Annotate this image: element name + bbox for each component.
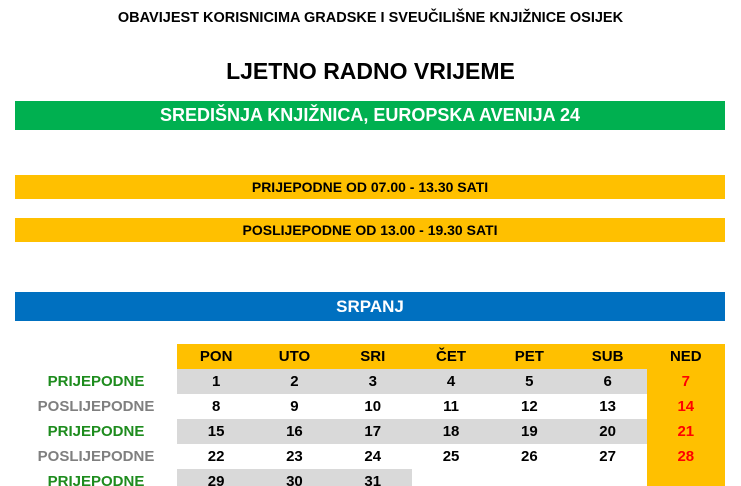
date-cell: 25 xyxy=(412,444,490,469)
header-spacer xyxy=(15,344,177,369)
page-title: LJETNO RADNO VRIJEME xyxy=(226,58,515,84)
notice-heading: OBAVIJEST KORISNICIMA GRADSKE I SVEUČILIŠNE KNJIŽNICE OSIJEK xyxy=(117,10,624,26)
date-cell: 18 xyxy=(412,419,490,444)
week-shift-label: PRIJEPODNE xyxy=(47,423,145,440)
day-header-sat: SUB xyxy=(568,344,646,369)
date-cell: 3 xyxy=(334,369,412,394)
date-cell: 10 xyxy=(334,394,412,419)
day-header-mon: PON xyxy=(177,344,255,369)
empty-date-cell xyxy=(412,469,490,486)
sunday-date-cell: 28 xyxy=(647,444,725,469)
week-shift-label: PRIJEPODNE xyxy=(47,373,145,390)
date-cell: 5 xyxy=(490,369,568,394)
date-cell: 8 xyxy=(177,394,255,419)
day-header-fri: PET xyxy=(490,344,568,369)
week-shift-label: POSLIJEPODNE xyxy=(37,398,155,415)
date-cell: 29 xyxy=(177,469,255,486)
date-cell: 24 xyxy=(334,444,412,469)
week-row-1 xyxy=(15,369,725,394)
calendar-header-row xyxy=(15,344,725,369)
sunday-empty-cell xyxy=(647,469,725,486)
date-cell: 9 xyxy=(255,394,333,419)
day-header-sun: NED xyxy=(647,344,725,369)
day-header-tue: UTO xyxy=(255,344,333,369)
date-cell: 26 xyxy=(490,444,568,469)
location-banner: SREDIŠNJA KNJIŽNICA, EUROPSKA AVENIJA 24 xyxy=(15,101,725,130)
date-cell: 1 xyxy=(177,369,255,394)
week-row-4 xyxy=(15,444,725,469)
date-cell: 27 xyxy=(568,444,646,469)
week-shift-label: POSLIJEPODNE xyxy=(37,448,155,465)
date-cell: 16 xyxy=(255,419,333,444)
date-cell: 11 xyxy=(412,394,490,419)
date-cell: 31 xyxy=(334,469,412,486)
afternoon-shift-banner: POSLIJEPODNE OD 13.00 - 19.30 SATI xyxy=(15,218,725,242)
week-shift-label: PRIJEPODNE xyxy=(47,473,145,486)
date-cell: 12 xyxy=(490,394,568,419)
sunday-date-cell: 14 xyxy=(647,394,725,419)
day-header-thu: ČET xyxy=(412,344,490,369)
date-cell: 19 xyxy=(490,419,568,444)
week-row-2 xyxy=(15,394,725,419)
date-cell: 20 xyxy=(568,419,646,444)
date-cell: 4 xyxy=(412,369,490,394)
date-cell: 13 xyxy=(568,394,646,419)
date-cell: 17 xyxy=(334,419,412,444)
date-cell: 22 xyxy=(177,444,255,469)
week-row-5 xyxy=(15,469,725,486)
sunday-date-cell: 7 xyxy=(647,369,725,394)
date-cell: 2 xyxy=(255,369,333,394)
day-header-wed: SRI xyxy=(334,344,412,369)
date-cell: 23 xyxy=(255,444,333,469)
empty-date-cell xyxy=(568,469,646,486)
morning-shift-banner: PRIJEPODNE OD 07.00 - 13.30 SATI xyxy=(15,175,725,199)
sunday-date-cell: 21 xyxy=(647,419,725,444)
date-cell: 30 xyxy=(255,469,333,486)
empty-date-cell xyxy=(490,469,568,486)
date-cell: 15 xyxy=(177,419,255,444)
month-banner: SRPANJ xyxy=(15,292,725,321)
week-row-3 xyxy=(15,419,725,444)
date-cell: 6 xyxy=(568,369,646,394)
schedule-calendar xyxy=(15,344,725,486)
